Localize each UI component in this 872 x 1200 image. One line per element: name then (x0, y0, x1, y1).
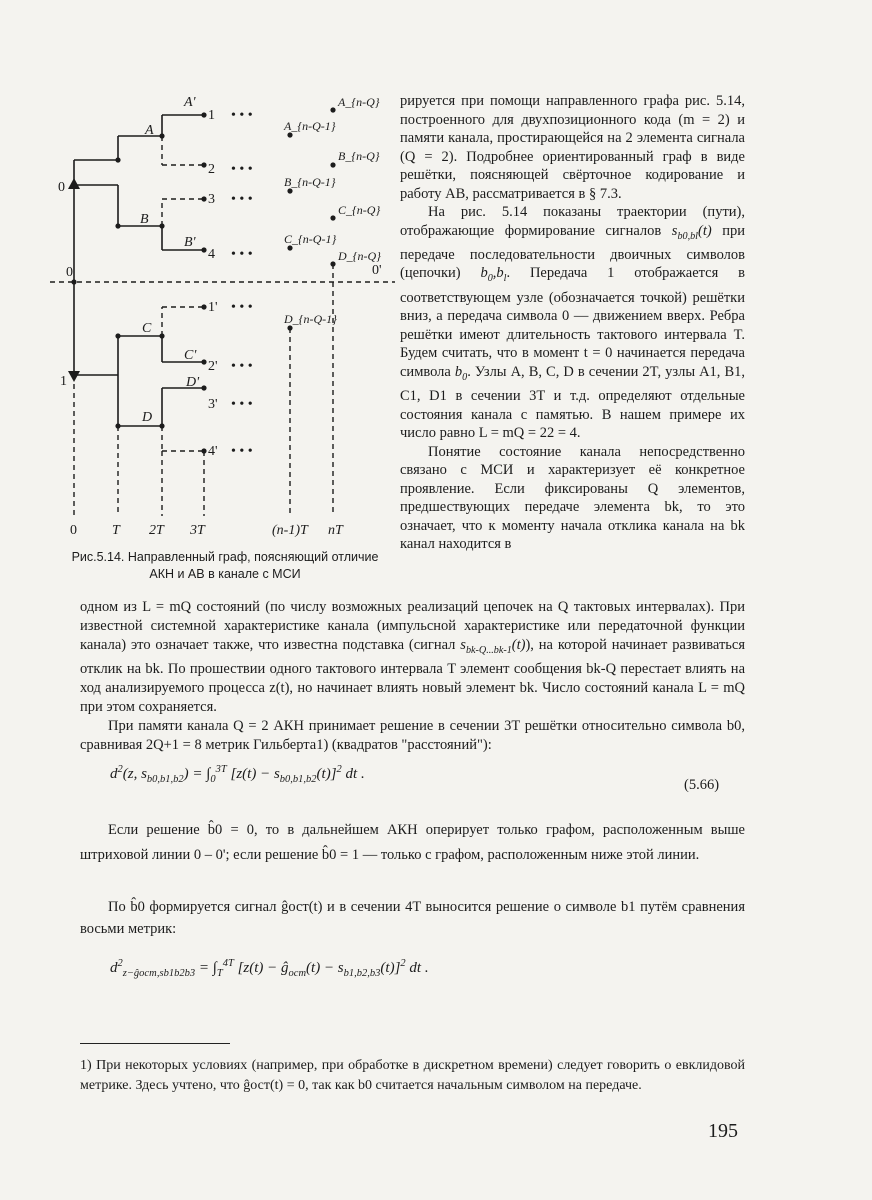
node-label: C (142, 321, 152, 336)
ellipsis: • • • (231, 359, 253, 374)
axis-label: T (112, 523, 120, 538)
path-label: 3' (208, 397, 218, 412)
axis-label: nT (328, 523, 343, 538)
end-label: B_{n-Q-1} (284, 175, 336, 189)
end-label: C_{n-Q} (338, 203, 381, 217)
axis-label: 3T (190, 523, 205, 538)
axis-label: (n-1)T (272, 523, 308, 538)
ellipsis: • • • (231, 444, 253, 459)
footnote-rule (80, 1043, 230, 1044)
end-label: C_{n-Q-1} (284, 232, 337, 246)
trellis-diagram (50, 88, 395, 543)
right-column-text (400, 92, 745, 554)
axis-label: 2T (149, 523, 164, 538)
ellipsis: • • • (231, 108, 253, 123)
paragraph: Если решение b̂0 = 0, то в дальнейшем АКН оперирует только графом, расположенным выше штриховой линии 0 – 0'; если решение b̂0 = 1 — только с графом, расположенным ниже этой линии. (80, 822, 745, 863)
page-number: 195 (708, 1120, 738, 1142)
text-run: ), на которой начинает развиваться отклик на bk. По прошествии одного тактового интервала T элемент сообщения bk-Q перестает влиять на ход анализируемого процесса z(t), но начинает влиять новый элемент bk. Число состояний канала L = mQ при этом сохраняется. (80, 637, 746, 715)
node-label: A' (184, 95, 196, 110)
equation-number: (5.66) (684, 777, 720, 793)
chain-symbol: $b_0,b_l$ (480, 265, 507, 285)
path-label: 1' (208, 300, 218, 315)
node-label: 1 (60, 374, 67, 389)
signal-symbol: $s_{b0,bl}(t)$ (671, 222, 723, 242)
figure-caption: Рис.5.14. Направленный граф, поясняющий отличие АКН и АВ в канале с МСИ (71, 550, 379, 581)
equation-metric: $d^2_{z-ĝост,sb1b2b3} = \int_T^{4T}$ $[z(t) - ĝ_{ост}(t) - s_{b1,b2,b3}(t)]^2$ dt . (110, 958, 429, 979)
path-label: 4' (208, 444, 218, 459)
body-text-2 (80, 818, 745, 868)
text-run: . Узлы A, B, C, D в сечении 2T, узлы A1, B1, C1, D1 в сечении 3T и т.д. определяют отдельные состояния канала с памятью. В нашем примере их число равно L = mQ = 22 = 4. (400, 363, 746, 442)
ellipsis: • • • (231, 247, 253, 262)
path-label: 1 (208, 108, 215, 123)
text-run: . Передача 1 отображается в соответствующем узле (обозначается точкой) решётки вниз, а передача символа 0 — движением вверх. Ребра решётки имеют длительность тактового интервала T. Будем считать, что в момент t = 0 начинается передача символа (400, 265, 745, 380)
symbol-b0: $b_0$ (454, 363, 468, 383)
paragraph (400, 203, 745, 443)
body-text (80, 598, 745, 755)
ellipsis: • • • (231, 162, 253, 177)
node-label: B (140, 212, 149, 227)
text-run: одном из L = mQ состояний (по числу возможных реализаций цепочек на Q тактовых интервалах). При известной системной характеристике канала (импульсной характеристике или передаточной функции канала) это означает также, что известна подставка (сигнал (80, 599, 745, 653)
paragraph: рируется при помощи направленного графа рис. 5.14, построенного для двухпозиционного кода (m = 2) и памяти канала, простирающейся на 2 элемента сигнала (Q = 2). Подробнее ориентированный граф в виде решётки, поясняющей свёрточное кодирование и работу АВ, рассматривается в § 7.3. (400, 93, 745, 202)
text-run: при передаче последовательности двоичных символов (цепочки) (400, 222, 746, 282)
end-label: D_{n-Q} (338, 249, 381, 263)
path-label: 2' (208, 359, 218, 374)
node-label: D' (186, 375, 200, 390)
text-run: На рис. 5.14 показаны траектории (пути), отображающие формирование сигналов (400, 204, 745, 239)
substrate-symbol: $s_{bk-Q...bk-1}(t)$ (460, 637, 526, 656)
path-label: 2 (208, 162, 215, 177)
end-label: B_{n-Q} (338, 149, 380, 163)
paragraph: По b̂0 формируется сигнал ĝост(t) и в сечении 4T выносится решение о символе b1 путём сравнения восьми метрик: (80, 899, 745, 937)
path-label: 4 (208, 247, 215, 262)
ellipsis: • • • (231, 192, 253, 207)
node-label: 0 (66, 265, 73, 280)
ellipsis: • • • (231, 397, 253, 412)
footnote: 1) При некоторых условиях (например, при обработке в дискретном времени) следует говорить о евклидовой метрике. Здесь учтено, что ĝост(t) = 0, так как b0 считается начальным символом на передаче. (80, 1058, 745, 1093)
end-label: A_{n-Q} (338, 95, 380, 109)
paragraph: При памяти канала Q = 2 АКН принимает решение в сечении 3T решётки относительно символа b0, сравнивая 2Q+1 = 8 метрик Гильберта1) (квадратов "расстояний"): (80, 717, 745, 753)
path-label: 3 (208, 192, 215, 207)
equation-566: $d^2(z$, $s_{b0,b1,b2}) = \int_0^{3T}$ $[z(t) - s_{b0,b1,b2}(t)]^2$ dt . (110, 764, 365, 785)
node-label: 0 (58, 180, 65, 195)
node-label: D (142, 410, 153, 425)
node-label: 0' (372, 263, 382, 278)
node-label: B' (184, 235, 196, 250)
paragraph: Понятие состояние канала непосредственно связано с МСИ и характеризует её конкретное проявление. Если фиксированы Q элементов, предшествующих передаче элемента bk, то это означает, что к моменту начала отклика канала на bk канал находится в (400, 443, 745, 553)
body-text-3 (80, 896, 745, 940)
end-label: A_{n-Q-1} (284, 119, 336, 133)
trellis-figure (50, 88, 395, 543)
ellipsis: • • • (231, 300, 253, 315)
paragraph (80, 598, 745, 717)
axis-label: 0 (70, 523, 77, 538)
node-label: C' (184, 348, 197, 363)
end-label: D_{n-Q-1} (284, 312, 337, 326)
node-label: A (145, 123, 154, 138)
